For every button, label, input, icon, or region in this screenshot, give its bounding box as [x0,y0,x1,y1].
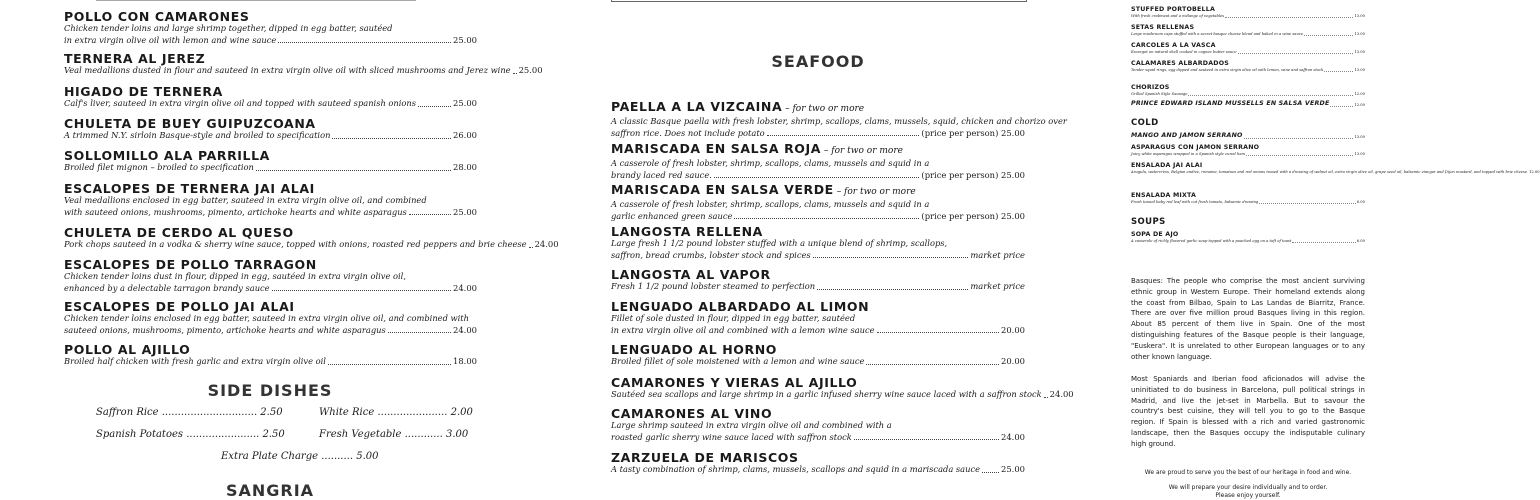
appetizer-item [1131,231,1365,244]
item-description [64,325,477,337]
item-title: CAMARONES Y VIERAS AL AJILLO [611,375,858,390]
menu-item [64,10,477,46]
item-description [611,170,1025,182]
dot-leader [332,138,451,139]
description-line: Chicken tender loins enclosed in egg batter, sauteed in extra virgin olive oil, and combined with [64,313,469,323]
description-line: Grilled Spanish Style Sausage [1131,92,1188,96]
item-name: CARCOLES A LA VASCA [1131,42,1216,49]
description-line: A trimmed N.Y. sirloin Basque-style and broiled to specification [64,130,331,140]
item-title: LENGUADO AL HORNO [611,342,778,357]
seafood-item [611,268,1025,293]
item-description [1131,14,1365,19]
menu-item [64,85,477,110]
item-description [64,98,477,110]
description-line: Broiled fillet of sole moistened with a lemon and wine sauce [611,356,865,366]
item-price: 24.00 [453,282,477,293]
item-description [64,207,477,219]
description-line: Veal medallions dusted in flour and sauteed in extra virgin olive oil with sliced mushrooms and Jerez wine [64,65,511,75]
menu-item [64,258,477,294]
item-description [611,389,1074,401]
item-name: SOLLOMILLO ALA PARRILLA [64,148,270,163]
description-line: with sauteed onions, mushrooms, pimento, artichoke hearts and white asparagus [64,206,407,217]
soups-title: SOUPS [1131,217,1166,227]
item-description [611,250,1025,262]
item-name: ESCALOPES DE TERNERA JAI ALAI [64,181,315,196]
item-name: POLLO AL AJILLO [64,342,191,357]
item-title: LANGOSTA RELLENA [611,224,763,239]
menu-item [64,225,559,251]
item-description [64,356,477,368]
item-name: CHORIZOS [1131,84,1170,91]
description-line: A casserole of fresh lobster, shrimp, scallops, clams, mussels and squid in a [611,199,930,209]
item-description [64,313,477,325]
item-price: 13.00 [1354,152,1365,156]
item-price: 25.00 [453,34,477,45]
item-description [64,35,477,47]
menu-item [64,182,477,218]
dot-leader [272,290,451,291]
item-name: PRINCE EDWARD ISLAND MUSSELLS EN SALSA VERDE [1131,100,1330,107]
item-description [611,281,1025,293]
item-description [1131,68,1365,73]
item-price: 24.00 [453,324,477,335]
item-row [1131,132,1365,140]
description-line: in extra virgin olive oil with lemon and wine sauce [64,34,277,45]
dot-leader [1259,203,1355,204]
item-price: market price [970,281,1025,291]
item-description [611,211,1025,223]
item-title: CAMARONES AL VINO [611,406,773,421]
description-line: saffron rice. Does not include potato [611,127,765,138]
dot-leader [409,214,451,215]
item-price: 25.00 [453,206,477,217]
description-line: Chicken tender loins and large shrimp together, dipped in egg batter, sautéed [64,23,393,33]
item-price: 13.00 [1354,50,1365,54]
item-name: STUFFED PORTOBELLA [1131,6,1216,13]
dot-leader [256,170,451,171]
item-name [611,300,1025,313]
cuisine-paragraph: Most Spaniards and Iberian food aficionados will advise the uninitiated to do business in Barcelona, pull political strings in Madrid, and live the jet-set in Marbella. But to savour the country's best cuisine, they will tell you to go to the Basque region. If Spain is blessed with a rich and varied gastronomic landscape, then the Basques occupy the indisputable culinary high ground. [1131,375,1365,448]
item-price: 25.00 [453,98,477,108]
item-price: 6.00 [1356,200,1365,204]
description-line: Fresh tossed baby red leaf with cut fresh tomato, balsamic dressing [1131,200,1259,204]
serving-note: – for two or more [782,104,865,114]
description-line: A tasty combination of shrimp, clams, mussels, scallops and squid in a mariscada sauce [611,464,981,474]
seafood-item [611,225,1025,261]
item-name: TERNERA AL JEREZ [64,51,206,66]
description-line: Large fresh 1 1/2 pound lobster stuffed with a unique blend of shrimp, scallops, [611,238,948,248]
item-description [64,271,477,283]
description-line: Sautéed sea scallops and large shrimp in a garlic infused sherry wine sauce laced with a saffron stock [611,389,1042,399]
description-line: Arugula, watercress, Belgian endive, romaine, tomatoes and red onions tossed with a dressing of walnut oil, extra virgin olive oil, grape seed oil, balsamic vinegar and Dijon mustard, and topped with brie cheese [1131,170,1528,174]
item-name: ENSALADA JAI ALAI [1131,162,1203,169]
dot-leader [513,73,517,74]
top-border-box [611,0,1027,2]
item-price: market price [970,249,1025,260]
item-name: SOPA DE AJO [1131,231,1179,238]
seafood-item [611,451,1025,476]
item-description [611,356,1025,368]
item-name [611,183,1025,199]
description-line: Fresh 1 1/2 pound lobster steamed to perfection [611,281,816,291]
item-name [611,407,1025,420]
description-line: A casserole of fresh lobster, shrimp, scallops, clams, mussels and squid in a [611,158,930,168]
item-description [1131,50,1365,55]
sangria-title: SANGRIA [225,481,315,500]
item-description [1131,152,1365,157]
item-description [64,239,559,251]
item-description [611,313,1025,325]
dot-leader [714,177,920,178]
item-name: ESCALOPES DE POLLO JAI ALAI [64,299,295,314]
item-name: POLLO CON CAMARONES [64,9,250,24]
item-price: (price per person) 25.00 [921,169,1025,180]
side-dishes-title: SIDE DISHES [207,381,333,400]
dot-leader [767,135,920,136]
dot-leader [982,472,999,473]
item-name [611,142,1025,158]
item-name [611,376,1025,389]
item-price: 28.00 [453,162,477,172]
appetizer-item [1131,42,1365,55]
item-description [611,199,1025,211]
seafood-item [611,375,1074,401]
description-line: Pork chops sauteed in a vodka & sherry wine sauce, topped with onions, roasted red peppers and brie cheese [64,239,527,249]
enjoy-note: Please enjoy yourself. [1215,492,1281,499]
description-line: Broiled half chicken with fresh garlic and extra virgin olive oil [64,356,326,366]
dot-leader [1330,106,1353,107]
item-price: 25.00 [1001,464,1025,474]
item-description [1131,170,1540,175]
description-line: enhanced by a delectable tarragon brandy sauce [64,282,270,293]
item-description [611,325,1025,337]
top-rule [96,0,416,1]
item-description [64,162,477,174]
seafood-item [611,142,1025,181]
appetizer-item [1131,144,1365,157]
item-name [611,343,1025,356]
heritage-note: We are proud to serve you the best of our heritage in food and wine. [1144,469,1352,476]
menu-item [64,300,477,336]
dot-leader [328,364,451,365]
item-title: ZARZUELA DE MARISCOS [611,450,799,465]
item-description [611,158,1025,170]
appetizer-item [1131,162,1540,175]
item-name: MANGO AND JAMON SERRANO [1131,132,1243,139]
description-line: saffron, bread crumbs, lobster stock and spices [611,249,811,260]
item-name [611,268,1025,281]
menu-item [64,343,477,368]
item-name: SETAS RELLENAS [1131,24,1195,31]
dot-leader [877,332,999,333]
item-description [611,420,1025,432]
description-line: roasted garlic sherry wine sauce laced with saffron stock [611,431,852,442]
item-price: 18.00 [453,356,477,366]
item-name [611,451,1025,464]
appetizer-item [1131,84,1365,97]
item-description [611,464,1025,476]
item-price: 25.00 [518,65,543,75]
description-line: brandy laced red sauce. [611,169,712,180]
dot-leader [1292,242,1355,243]
description-line: A classic Basque paella with fresh lobster, shrimp, scallops, clams, mussels, squid, chicken and chorizo over [611,116,1067,126]
side-item-saffron-rice: Saffron Rice .............................. 2.50 [96,407,283,418]
item-description [1131,200,1365,205]
dot-leader [1238,53,1354,54]
description-line: With fresh crabmeat and a mélange of vegetables [1131,14,1225,18]
side-item-spanish-potatoes: Spanish Potatoes ....................... 2.50 [96,429,285,440]
item-price: 12.00 [1529,170,1540,174]
appetizer-item [1131,192,1365,205]
dot-leader [817,289,968,290]
item-price: 13.00 [1354,68,1365,72]
menu-item [64,51,543,77]
item-description [64,65,543,77]
serving-note: – for two or more [833,187,916,197]
description-line: in extra virgin olive oil and combined with a lemon wine sauce [611,324,875,335]
item-title: LANGOSTA AL VAPOR [611,267,771,282]
seafood-item [611,183,1025,222]
appetizer-item [1131,100,1365,108]
description-line: Calf's liver, sauteed in extra virgin olive oil and topped with sauteed spanish onions [64,98,417,108]
item-price: 13.00 [1354,32,1365,36]
dot-leader [1246,155,1353,156]
item-price: 20.00 [1001,356,1025,366]
seafood-item [611,300,1025,336]
extra-plate-charge: Extra Plate Charge .......... 5.00 [221,451,379,462]
description-line: A casserole of richly flavored garlic soup topped with a poached egg on a toft of toast [1131,239,1292,243]
cold-title: COLD [1131,118,1159,128]
dot-leader [529,247,533,248]
item-price: (price per person) 25.00 [921,127,1025,138]
seafood-title: SEAFOOD [771,52,865,71]
dot-leader [734,218,919,219]
side-item-fresh-vegetable: Fresh Vegetable ............ 3.00 [319,429,469,440]
dot-leader [418,106,451,107]
dot-leader [388,332,451,333]
item-price: (price per person) 25.00 [921,210,1025,221]
item-description [611,238,1025,250]
item-name: ASPARAGUS CON JAMON SERRANO [1131,144,1260,151]
description-line: garlic enhanced green sauce [611,210,733,221]
menu-item [64,149,477,174]
side-item-white-rice: White Rice ...................... 2.00 [319,407,473,418]
item-price: 13.00 [1354,135,1365,139]
item-description [1131,92,1365,97]
description-line: Fillet of sole dusted in flour, dipped in egg batter, sautéed [611,313,856,323]
dot-leader [1324,71,1353,72]
seafood-item [611,407,1025,443]
description-line: Chicken tender loins dust in flour, dipped in egg, sautéed in extra virgin olive oil, [64,271,406,281]
seafood-item [611,99,1067,139]
item-title: PAELLA A LA VIZCAINA [611,99,783,114]
description-line: Escargot on natural shell cooked in cognac butter sauce [1131,50,1237,54]
dot-leader [1044,397,1048,398]
item-title: MARISCADA EN SALSA VERDE [611,182,834,197]
description-line: Veal medallions enclosed in egg batter, sauteed in extra virgin olive oil, and combined [64,195,427,205]
item-price: 12.00 [1354,103,1365,107]
dot-leader [866,364,999,365]
dot-leader [278,42,451,43]
item-price: 13.00 [1354,14,1365,18]
item-price: 24.00 [534,239,559,249]
item-description [611,128,1025,140]
item-name: ENSALADA MIXTA [1131,192,1197,199]
item-row [1131,100,1365,108]
item-description [64,130,477,142]
serving-note: – for two or more [821,146,903,156]
description-line: Large mushroom caps stuffed with a secret basque cheese blend and baked in a wine sauce [1131,32,1304,36]
description-line: Large shrimp sauteed in extra virgin olive oil and combined with a [611,420,892,430]
dot-leader [1225,17,1353,18]
item-name: HIGADO DE TERNERA [64,84,223,99]
item-name: CHULETA DE BUEY GUIPUZCOANA [64,116,316,131]
appetizer-item [1131,132,1365,140]
appetizer-item [1131,6,1365,19]
menu-item [64,117,477,142]
item-description [64,195,477,207]
item-description [611,116,1067,128]
item-description [1131,239,1365,244]
item-title: LENGUADO ALBARDADO AL LIMON [611,299,870,314]
description-line: Tender squid rings, egg dipped and sauteed in extra virgin olive oil with lemon, wine and saffron stock [1131,68,1324,72]
item-description [64,283,477,295]
item-price: 24.00 [1049,389,1074,399]
item-name: ESCALOPES DE POLLO TARRAGON [64,257,317,272]
item-price: 26.00 [453,130,477,140]
description-line: Broiled filet mignon – broiled to specification [64,162,254,172]
basques-paragraph: Basques: The people who comprise the most ancient surviving ethnic group in Western Europe. Their homeland extends along the coast from Bilbao, Spain to Las Landas de Biarritz, France. There are over five million proud Basques living in this region. About 85 percent of them live in Spain. One of the most distinguishing features of the Basque people is their language, "Euskera". It is unrelated to other European languages or to any other known language. [1131,277,1365,361]
item-name [611,100,1025,116]
item-description [64,23,477,35]
description-line: sauteed onions, mushrooms, pimento, artichoke hearts and white asparagus [64,324,386,335]
appetizer-item [1131,60,1365,73]
item-title: MARISCADA EN SALSA ROJA [611,141,822,156]
item-description [611,432,1025,444]
description-line: Juicy white asparagus wrapped in a Spanish style cured ham [1131,152,1246,156]
item-price: 24.00 [1001,431,1025,442]
item-name: CALAMARES ALBARDADOS [1131,60,1230,67]
dot-leader [1244,138,1354,139]
item-description [1131,32,1365,37]
dot-leader [854,439,999,440]
item-price: 6.00 [1356,239,1365,243]
item-name: CHULETA DE CERDO AL QUESO [64,225,294,240]
prepare-note: We will prepare your desire individually and to order. [1168,484,1328,491]
seafood-item [611,343,1025,368]
dot-leader [1304,35,1353,36]
item-name [611,225,1025,238]
item-price: 12.00 [1354,92,1365,96]
item-price: 20.00 [1001,324,1025,335]
dot-leader [1188,95,1353,96]
appetizer-item [1131,24,1365,37]
dot-leader [813,257,969,258]
